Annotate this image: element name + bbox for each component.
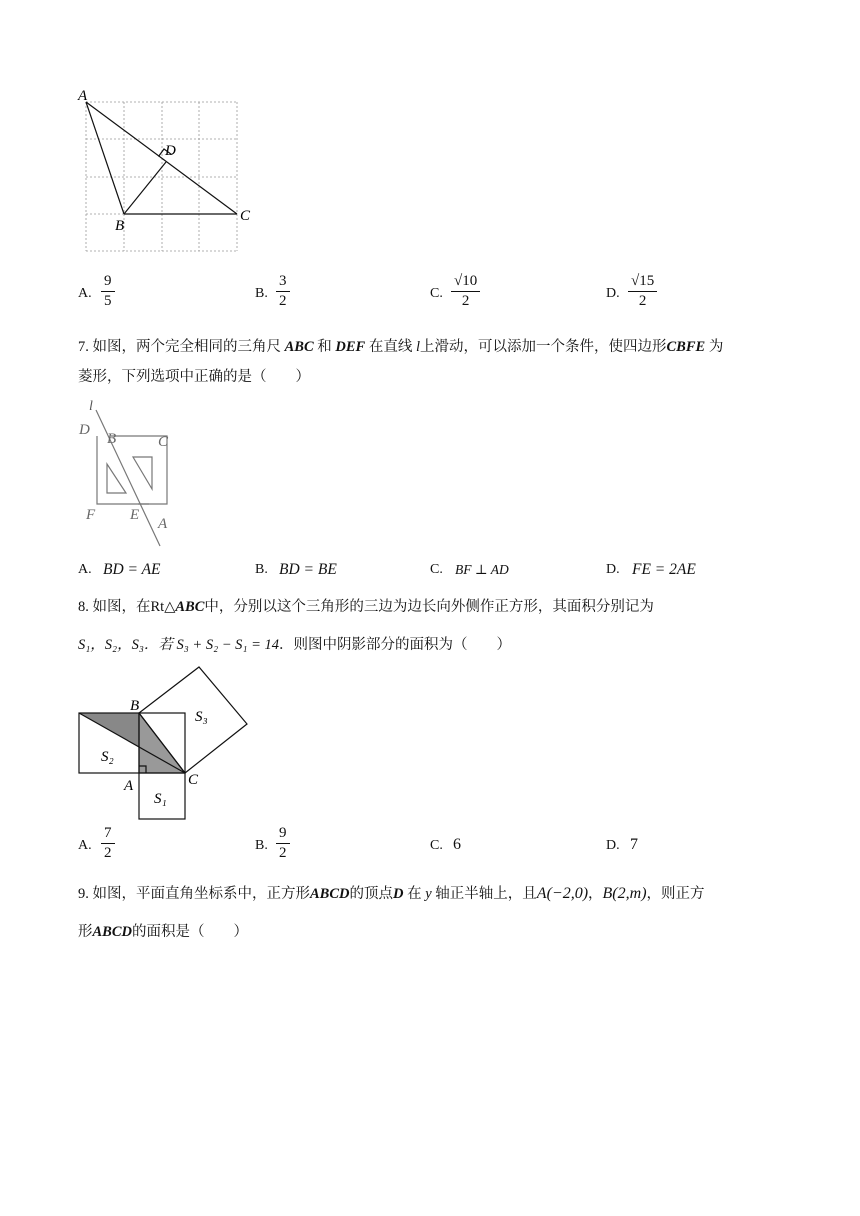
text: ，则正方 <box>646 886 705 902</box>
numerator: 9 <box>104 273 112 289</box>
q7-option-d-label: D. <box>606 562 620 577</box>
text: 在 <box>407 886 422 902</box>
q7-option-a-value: BD = AE <box>103 561 161 578</box>
q7-label-c: C <box>158 434 169 450</box>
q6-option-d-label: D. <box>606 286 620 301</box>
q6-label-c: C <box>240 208 251 224</box>
square-abcd: ABCD <box>310 886 350 902</box>
denominator: 2 <box>104 845 112 861</box>
q7-label-a: A <box>158 516 168 532</box>
text: ， <box>588 886 603 902</box>
text: 7. 如图，两个完全相同的三角尺 <box>78 339 281 355</box>
q8-figure <box>74 660 254 822</box>
q6-grid <box>86 102 237 251</box>
q7-stem-line1 <box>78 335 723 356</box>
q8-option-c-value: 6 <box>453 836 461 853</box>
text: 在直线 <box>368 339 413 355</box>
numerator: 9 <box>279 825 287 841</box>
q6-label-b: B <box>115 218 125 234</box>
q7-label-f: F <box>86 507 96 523</box>
q7-label-l: l <box>89 399 93 414</box>
q8-label-c: C <box>188 772 199 788</box>
q6-label-a: A <box>78 88 88 104</box>
y-axis-symbol: y <box>425 886 432 902</box>
q7-option-b-value: BD = BE <box>279 561 337 578</box>
text: 的面积是（ ） <box>132 924 248 940</box>
line-l: l <box>415 339 420 355</box>
point-a: A(−2,0) <box>536 885 589 902</box>
text: 9. 如图，平面直角坐标系中，正方形 <box>78 886 310 902</box>
q8-option-d-value: 7 <box>630 836 638 853</box>
denominator: 5 <box>104 293 112 309</box>
rt-triangle: Rt△ <box>150 599 176 615</box>
q8-stem-line2 <box>78 633 511 654</box>
q7-label-d: D <box>79 422 90 438</box>
q8-option-b-value <box>276 824 290 863</box>
q6-option-c-label: C. <box>430 286 443 301</box>
denominator: 2 <box>279 293 287 309</box>
numerator: 7 <box>104 825 112 841</box>
q8-label-s3: S₃ <box>195 709 208 725</box>
q6-option-c-value <box>451 272 480 311</box>
q6-option-a-label: A. <box>78 286 92 301</box>
q8-option-b-label: B. <box>255 838 268 853</box>
text: 中，分别以这个三角形的三边为边长向外侧作正方形，其面积分别记为 <box>204 599 654 615</box>
numerator: 3 <box>279 273 287 289</box>
q8-label-s1: S₁ <box>154 791 167 807</box>
text: 轴正半轴上，且 <box>435 886 537 902</box>
q8-stem-line1 <box>78 595 654 616</box>
text: 8. 如图，在 <box>78 599 151 615</box>
numerator: √10 <box>454 273 478 289</box>
q9-stem-line2 <box>78 920 248 941</box>
q7-option-b-label: B. <box>255 562 268 577</box>
q7-stem-line2: 菱形，下列选项中正确的是（ ） <box>78 369 310 385</box>
q6-label-d: D <box>165 143 176 159</box>
q6-option-a-value <box>101 272 115 311</box>
text: 为 <box>708 339 724 355</box>
q8-option-d-label: D. <box>606 838 620 853</box>
q8-option-c-label: C. <box>430 838 443 853</box>
q6-triangle <box>86 102 237 214</box>
equation: S₃ + S₂ − S₁ = 14 <box>176 637 279 653</box>
denominator: 2 <box>638 293 647 309</box>
q7-label-b: B <box>107 431 117 447</box>
q7-option-c-value: BF ⊥ AD <box>455 562 509 577</box>
text: ．则图中阴影部分的面积为（ ） <box>278 637 511 653</box>
q6-option-b-value <box>276 272 290 311</box>
q8-label-s2: S₂ <box>101 749 114 765</box>
q8-option-a-label: A. <box>78 838 92 853</box>
text: 形 <box>78 924 93 940</box>
triangle-abc: ABC <box>175 599 205 615</box>
denominator: 2 <box>461 293 470 309</box>
q7-option-c-label: C. <box>430 562 443 577</box>
triangle-def: DEF <box>335 339 366 355</box>
q9-stem-line1 <box>78 882 705 903</box>
triangle-abc: ABC <box>284 339 314 355</box>
q6-option-d-value <box>628 272 657 311</box>
vertex-d: D <box>393 886 404 902</box>
q7-label-e: E <box>130 507 140 523</box>
point-b: B(2,m) <box>602 885 647 902</box>
denominator: 2 <box>279 845 287 861</box>
q8-label-a: A <box>124 778 134 794</box>
quad-cbfe: CBFE <box>666 339 706 355</box>
q7-option-a-label: A. <box>78 562 92 577</box>
text: 和 <box>317 339 332 355</box>
numerator: √15 <box>631 273 655 289</box>
q7-figure <box>74 396 194 552</box>
q8-label-b: B <box>130 698 140 714</box>
text: 的顶点 <box>349 886 393 902</box>
q6-option-b-label: B. <box>255 286 268 301</box>
q8-option-a-value <box>101 824 115 863</box>
text: 上滑动，可以添加一个条件，使四边形 <box>420 339 667 355</box>
q7-option-d-value: FE = 2AE <box>632 561 696 578</box>
s-variables: S₁，S₂，S₃．若 <box>78 637 173 653</box>
q6-figure <box>74 84 274 254</box>
square-abcd: ABCD <box>92 924 132 940</box>
